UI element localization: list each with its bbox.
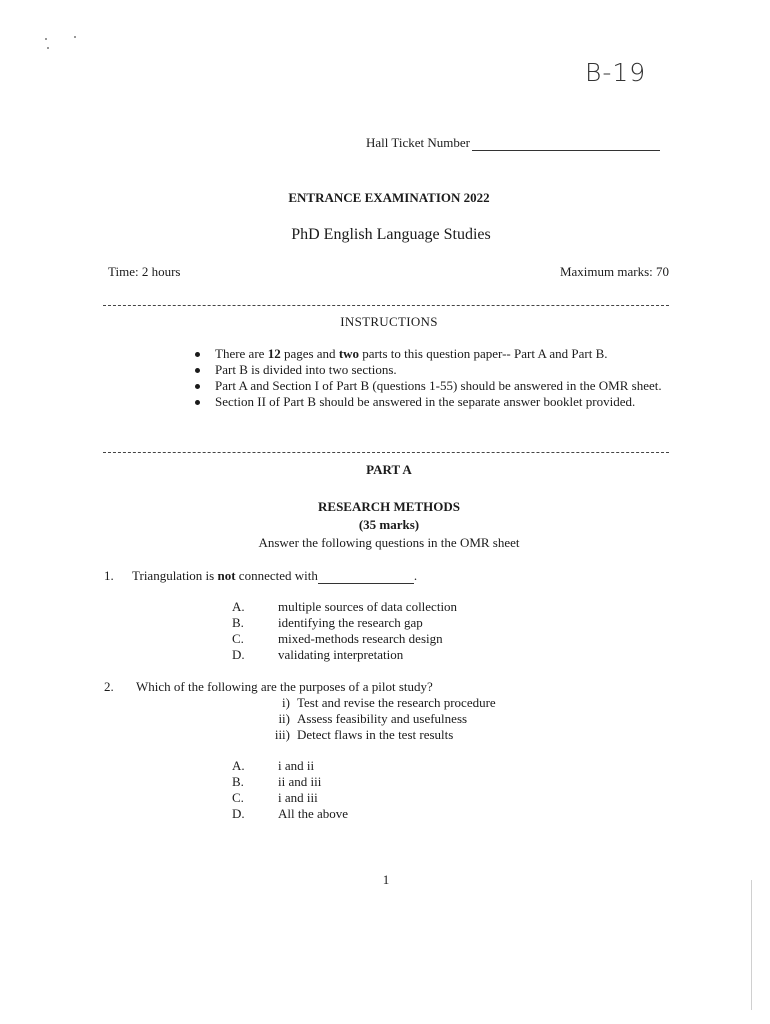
hall-ticket-field [366, 135, 660, 151]
section-marks: (35 marks) [358, 517, 420, 532]
option-text: ii and iii [278, 774, 322, 789]
option-row [232, 647, 457, 663]
bullet-icon [195, 384, 200, 389]
subitem-text: Detect flaws in the test results [297, 727, 454, 742]
option-letter: D. [232, 647, 245, 662]
dashed-divider [103, 305, 669, 306]
instructions-list [193, 346, 663, 410]
subitem-roman: iii) [274, 727, 290, 742]
instruction-item: Part A and Section I of Part B (questions 1-55) should be answered in the OMR sheet. [193, 378, 663, 394]
option-letter: A. [232, 599, 245, 614]
exam-duration: Time: 2 hours [108, 264, 181, 279]
option-row [232, 615, 457, 631]
scan-speck [47, 47, 49, 49]
option-text: i and ii [278, 758, 315, 773]
subject-title: PhD English Language Studies [291, 226, 491, 243]
option-letter: A. [232, 758, 245, 773]
option-letter: B. [232, 774, 244, 789]
subitem-text: Test and revise the research procedure [297, 695, 496, 710]
option-text: validating interpretation [278, 647, 404, 662]
instruction-item: Part B is divided into two sections. [193, 362, 663, 378]
option-letter: D. [232, 806, 245, 821]
option-text: mixed-methods research design [278, 631, 443, 646]
hall-ticket-blank [472, 138, 660, 151]
option-text: multiple sources of data collection [278, 599, 458, 614]
option-letter: C. [232, 790, 244, 805]
scan-edge-line [751, 880, 752, 1010]
option-letter: B. [232, 615, 244, 630]
question-options [232, 599, 457, 663]
booklet-code: B-19 [585, 58, 647, 87]
section-title: RESEARCH METHODS [318, 499, 460, 514]
question-subitems [262, 695, 496, 743]
option-text: identifying the research gap [278, 615, 423, 630]
subitem-row [262, 727, 496, 743]
instructions-heading: INSTRUCTIONS [340, 314, 438, 329]
bullet-icon [195, 352, 200, 357]
option-row [232, 758, 348, 774]
option-row [232, 806, 348, 822]
part-a-heading: PART A [366, 462, 412, 477]
option-row [232, 599, 457, 615]
subitem-row [262, 711, 496, 727]
subitem-row [262, 695, 496, 711]
option-letter: C. [232, 631, 244, 646]
instruction-item: Section II of Part B should be answered in the separate answer booklet provided. [193, 394, 663, 410]
question-options [232, 758, 348, 822]
subitem-text: Assess feasibility and usefulness [297, 711, 468, 726]
option-row [232, 790, 348, 806]
question-text: Triangulation is not connected with . [132, 568, 418, 583]
scan-speck [45, 38, 47, 40]
page-number: 1 [382, 872, 390, 887]
scan-speck [74, 36, 76, 38]
question-number: 2. [104, 679, 114, 694]
option-row [232, 774, 348, 790]
exam-title: ENTRANCE EXAMINATION 2022 [288, 190, 490, 205]
option-row [232, 631, 457, 647]
omr-note: Answer the following questions in the OMR sheet [258, 535, 520, 550]
option-text: i and iii [278, 790, 318, 805]
instruction-item: There are 12 pages and two parts to this question paper-- Part A and Part B. [193, 346, 663, 362]
answer-blank [318, 571, 414, 584]
maximum-marks: Maximum marks: 70 [559, 264, 669, 279]
option-text: All the above [278, 806, 349, 821]
bullet-icon [195, 368, 200, 373]
dashed-divider [103, 452, 669, 453]
bullet-icon [195, 400, 200, 405]
question-number: 1. [104, 568, 114, 583]
subitem-roman: ii) [278, 711, 290, 726]
subitem-roman: i) [282, 695, 290, 710]
hall-ticket-label: Hall Ticket Number [366, 135, 470, 150]
question-text: Which of the following are the purposes of a pilot study? [136, 679, 433, 694]
